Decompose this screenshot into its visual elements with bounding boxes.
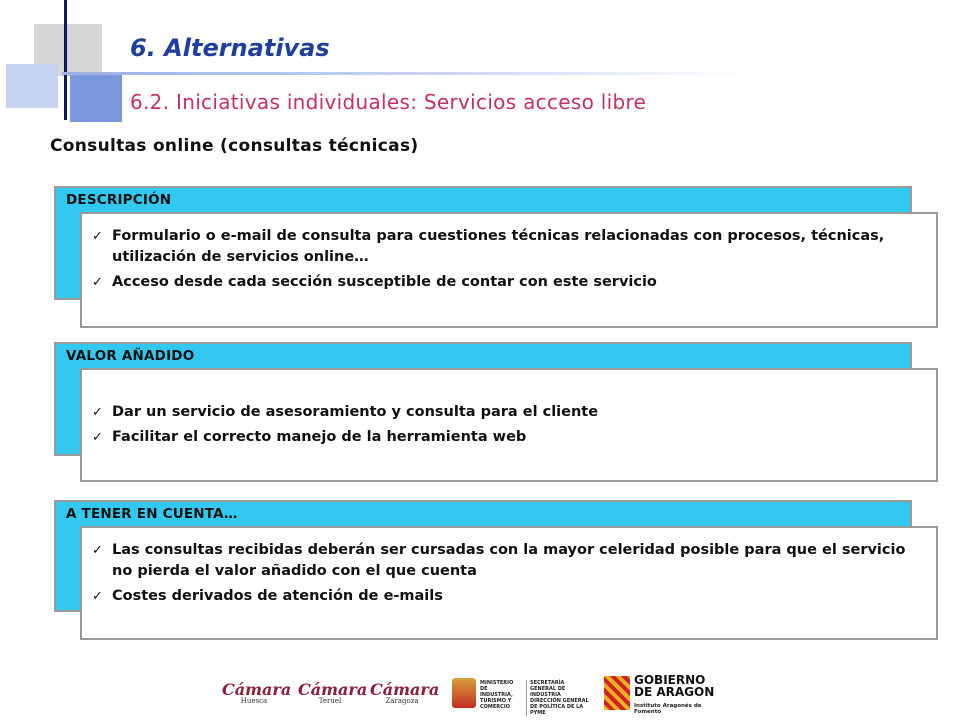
decor-square-blue: [70, 74, 122, 122]
aragon-title: [634, 674, 714, 698]
bullet-list: [92, 402, 916, 448]
list-item: ✓ Dar un servicio de asesoramiento y consulta para el cliente: [92, 402, 916, 423]
aragon-flag-icon: [604, 676, 630, 710]
aragon-subtitle: Instituto Aragonés de Fomento: [634, 703, 702, 715]
panel-label-a-tener-en-cuenta: A TENER EN CUENTA…: [66, 506, 238, 522]
ministerio-logo: [452, 676, 589, 716]
camara-zaragoza-logo: [370, 680, 440, 705]
panel-descripcion-body: [80, 212, 938, 328]
page-subtitle: 6.2. Iniciativas individuales: Servicios acceso libre: [130, 90, 647, 114]
secretaria-name: SECRETARÍA GENERAL DE INDUSTRIA DIRECCIÓN GENERAL DE POLÍTICA DE LA PYME: [526, 680, 590, 716]
decor-square-light-blue: [6, 64, 58, 108]
camara-word: Cámara: [370, 680, 440, 699]
list-item: ✓ Costes derivados de atención de e-mails: [92, 586, 916, 607]
camara-word: Cámara: [298, 680, 368, 699]
panel-a-tener-en-cuenta-body: [80, 526, 938, 640]
panel-valor-anadido-body: [80, 368, 938, 482]
page-title: 6. Alternativas: [130, 34, 330, 62]
decor-vertical-line-lower: [64, 74, 67, 120]
list-item: ✓ Formulario o e-mail de consulta para cuestiones técnicas relacionadas con procesos, técnicas, utilización de servicios online…: [92, 226, 916, 268]
decor-vertical-line: [64, 0, 67, 82]
list-item: ✓ Acceso desde cada sección susceptible de contar con este servicio: [92, 272, 916, 293]
panel-label-valor-anadido: VALOR AÑADIDO: [66, 348, 195, 364]
list-item: ✓ Las consultas recibidas deberán ser cursadas con la mayor celeridad posible para que el servicio no pierda el valor añadido con el que cuenta: [92, 540, 916, 582]
aragon-line2: DE ARAGON: [634, 685, 715, 699]
camara-word: Cámara: [222, 680, 292, 699]
gobierno-aragon-logo: [604, 674, 720, 714]
camara-city: Zaragoza: [385, 697, 419, 705]
section-heading: Consultas online (consultas técnicas): [50, 136, 419, 156]
panel-label-descripcion: DESCRIPCIÓN: [66, 192, 172, 208]
bullet-list: [92, 226, 916, 293]
ministerio-name: MINISTERIO DE INDUSTRIA, TURISMO Y COMERCIO: [480, 680, 514, 710]
aragon-line1: GOBIERNO: [634, 673, 706, 687]
camara-city: Teruel: [318, 697, 342, 705]
camara-huesca-logo: [222, 680, 292, 705]
camara-city: Huesca: [240, 697, 268, 705]
list-item: ✓ Facilitar el correcto manejo de la herramienta web: [92, 427, 916, 448]
decor-horizontal-line: [62, 72, 752, 75]
camara-teruel-logo: [298, 680, 368, 705]
coat-of-arms-icon: [452, 678, 476, 708]
bullet-list: [92, 540, 916, 607]
